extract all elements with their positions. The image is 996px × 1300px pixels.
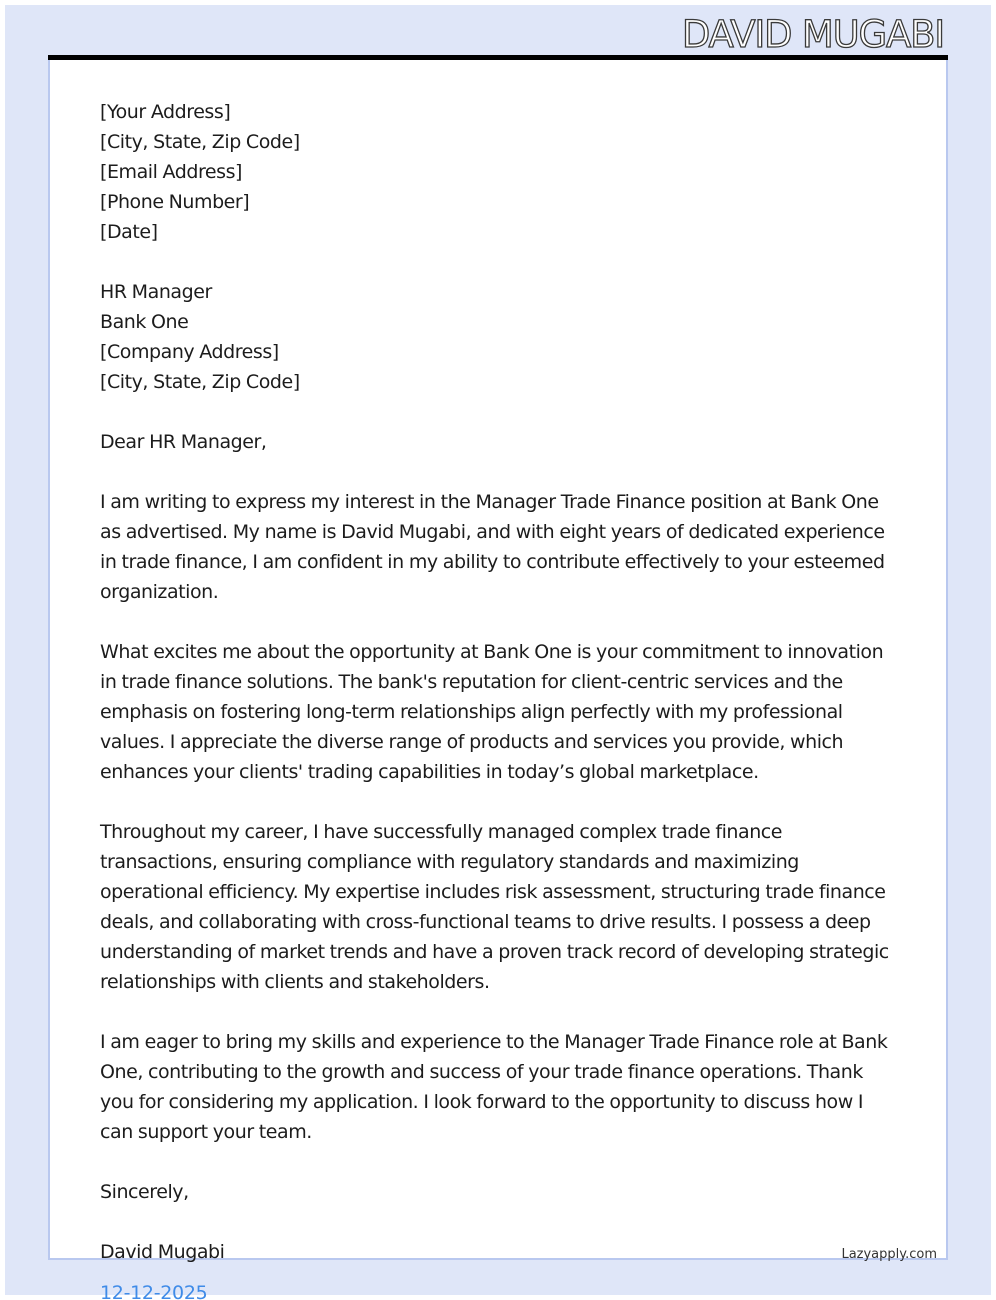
sender-email: [Email Address] [100, 161, 242, 183]
recipient-block [100, 277, 900, 397]
sender-city-state-zip: [City, State, Zip Code] [100, 131, 300, 153]
recipient-title: HR Manager [100, 281, 212, 303]
sender-block [100, 97, 900, 247]
recipient-address: [Company Address] [100, 341, 279, 363]
signature-name: David Mugabi [100, 1241, 225, 1263]
closing-phrase: Sincerely, [100, 1181, 189, 1203]
applicant-name-heading: DAVID MUGABI [681, 13, 944, 56]
sender-date: [Date] [100, 221, 158, 243]
sender-phone: [Phone Number] [100, 191, 250, 213]
paragraph-experience: Throughout my career, I have successfully managed complex trade finance transactions, ensuring compliance with regulatory standards and maximizing operational efficiency. My expertise includes risk assessment, structuring trade finance deals, and collaborating with cross-functional teams to drive results. I possess a deep understanding of market trends and have a proven track record of developing strategic relationships with clients and stakeholders. [100, 821, 889, 993]
paragraph-intro: I am writing to express my interest in the Manager Trade Finance position at Bank One as advertised. My name is David Mugabi, and with eight years of dedicated experience in trade finance, I am confident in my ability to contribute effectively to your esteemed organization. [100, 491, 885, 603]
paragraph-motivation: What excites me about the opportunity at Bank One is your commitment to innovation in trade finance solutions. The bank's reputation for client-centric services and the emphasis on fostering long-term relationships align perfectly with my professional values. I appreciate the diverse range of products and services you provide, which enhances your clients' trading capabilities in today’s global marketplace. [100, 641, 884, 783]
salutation: Dear HR Manager, [100, 431, 267, 453]
sender-address: [Your Address] [100, 101, 231, 123]
recipient-city-state-zip: [City, State, Zip Code] [100, 371, 300, 393]
paragraph-closing: I am eager to bring my skills and experience to the Manager Trade Finance role at Bank One, contributing to the growth and success of your trade finance operations. Thank you for considering my application. I look forward to the opportunity to discuss how I can support your team. [100, 1031, 888, 1143]
footer-date: 12-12-2025 [100, 1282, 208, 1300]
recipient-company: Bank One [100, 311, 189, 333]
letter-body [100, 97, 900, 1267]
brand-watermark: Lazyapply.com [841, 1247, 937, 1262]
